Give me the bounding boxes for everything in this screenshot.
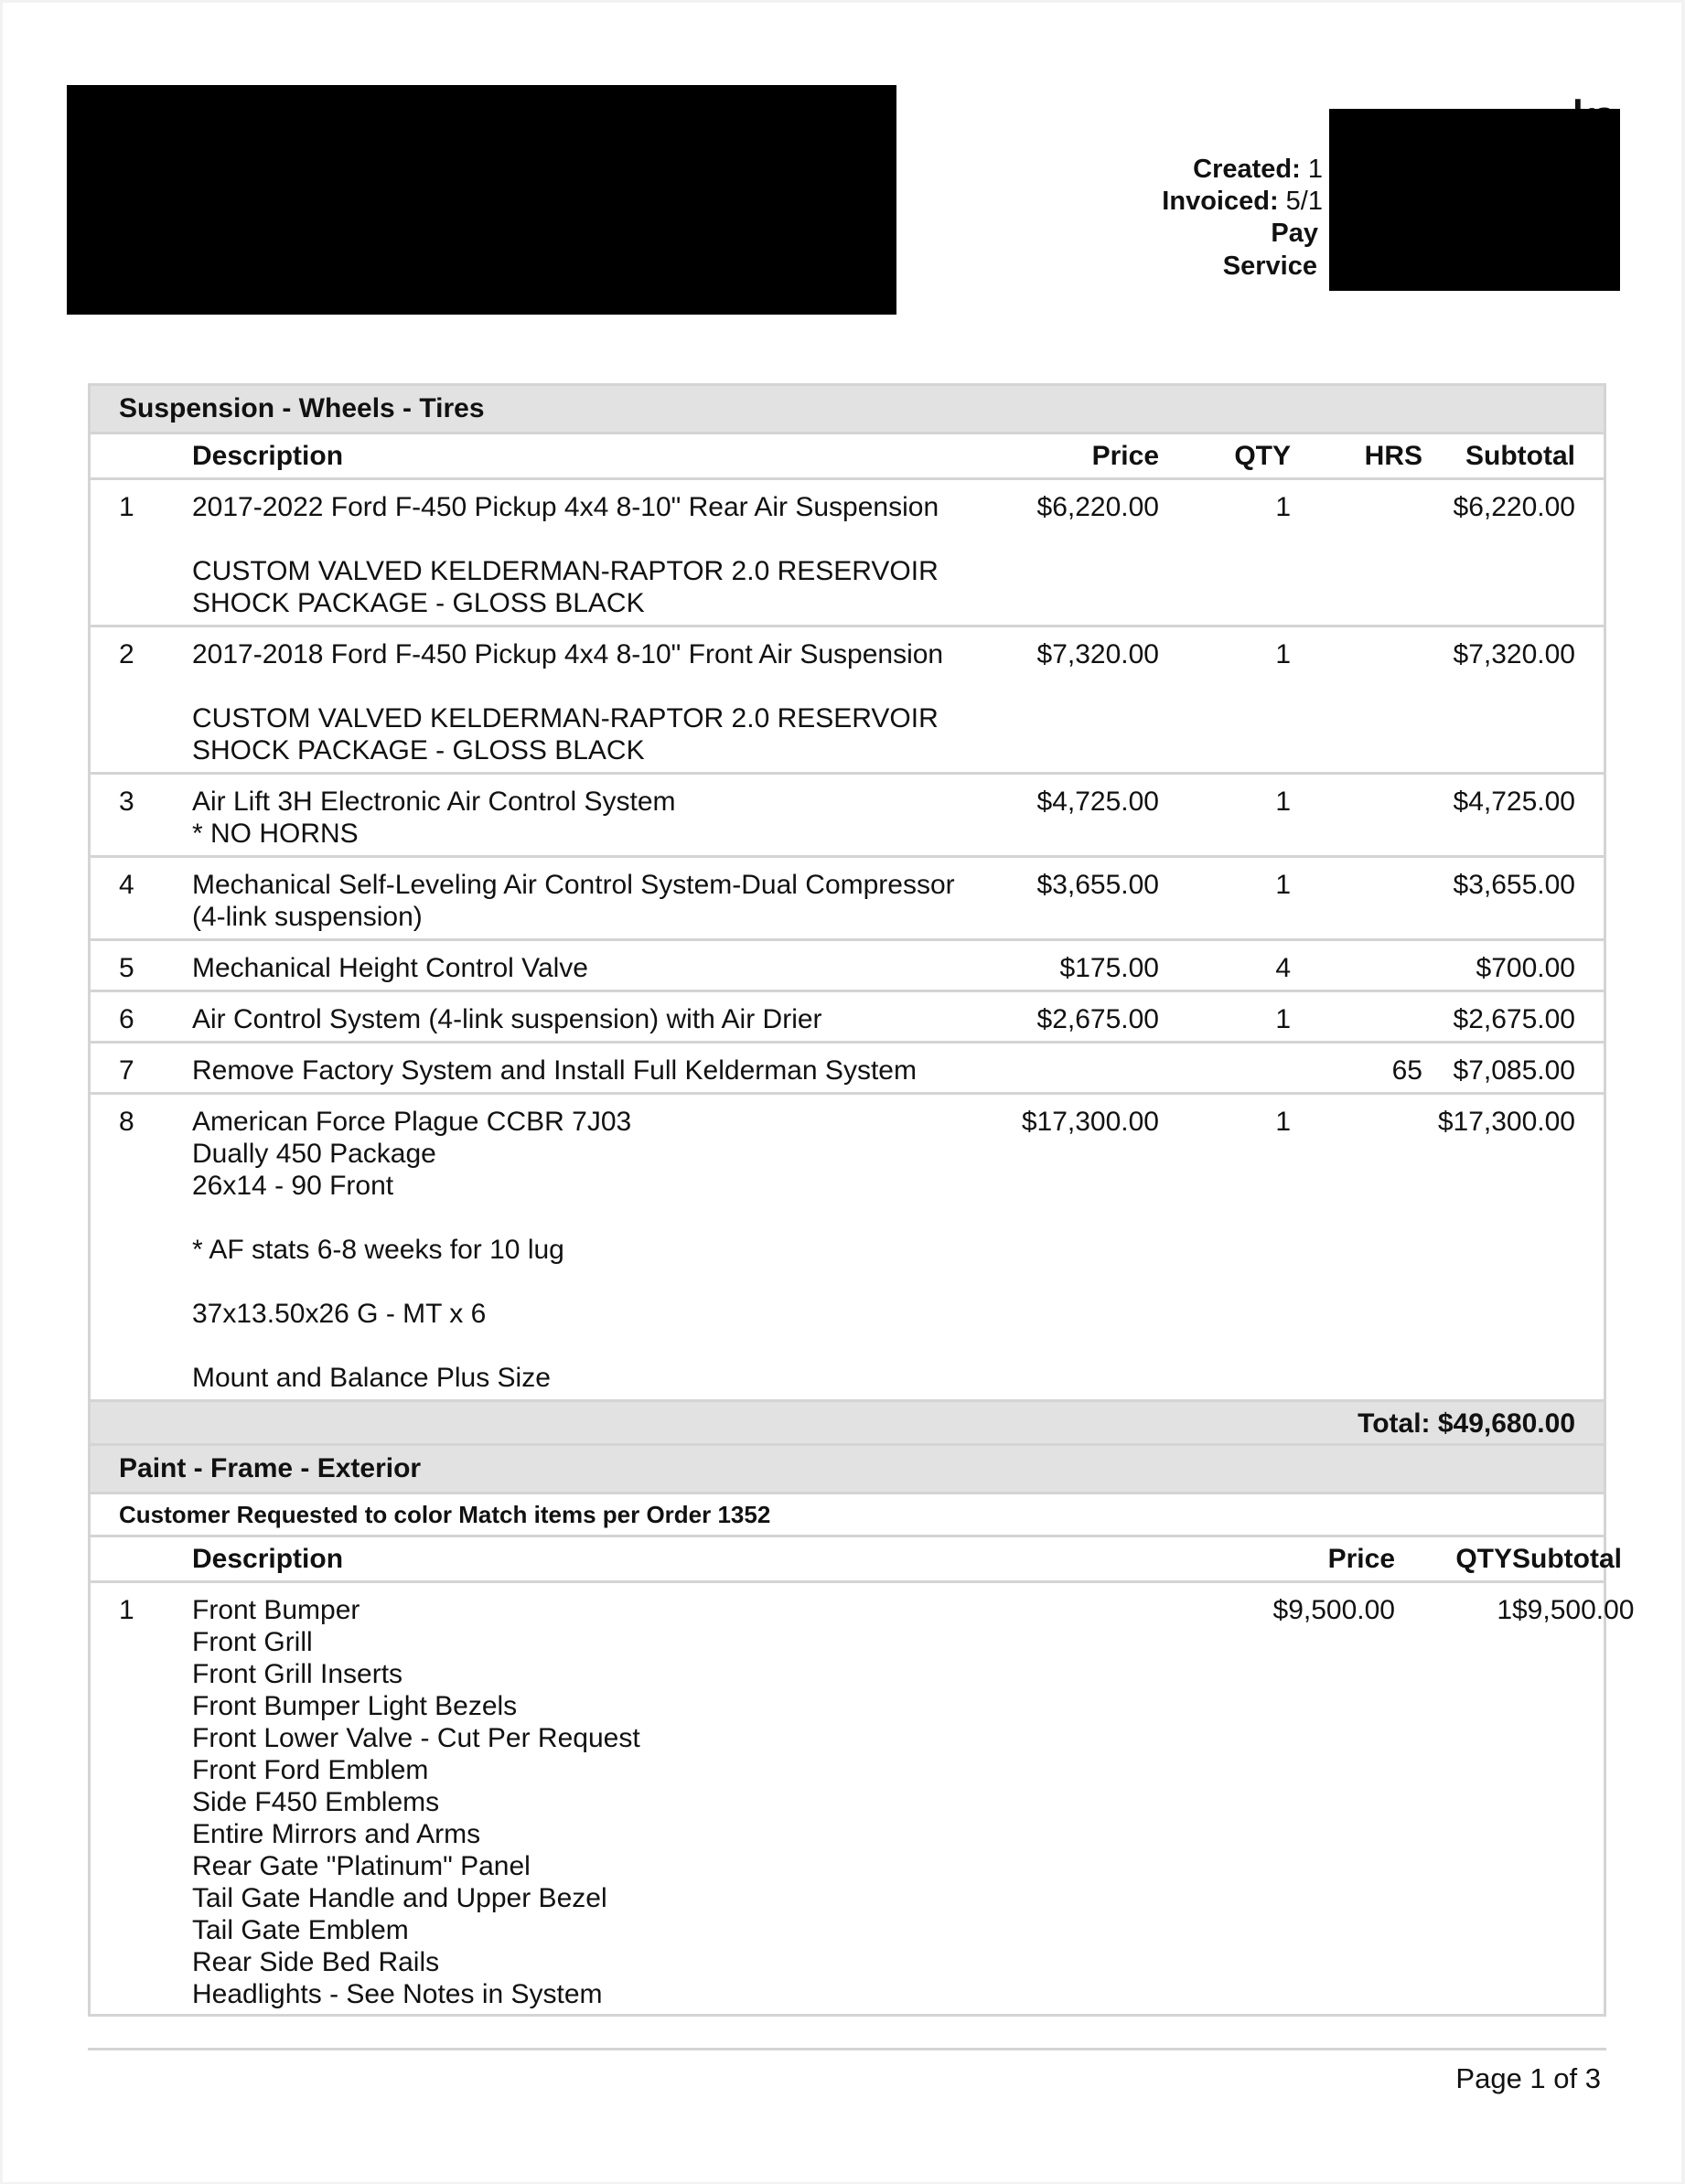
line-description: Mechanical Height Control Valve [192,940,989,991]
col-description: Description [192,1537,1121,1582]
redacted-company-block [67,85,896,315]
col-number [91,1537,192,1582]
line-subtotal: $6,220.00 [1422,479,1604,626]
line-items-table [91,434,1604,1399]
line-number: 7 [91,1043,192,1094]
line-description: 2017-2018 Ford F-450 Pickup 4x4 8-10" Front Air Suspension CUSTOM VALVED KELDERMAN-RAPTOR 2.0 RESERVOIR SHOCK PACKAGE - GLOSS BLACK [192,626,989,774]
line-subtotal: $4,725.00 [1422,774,1604,857]
payment-line: Pay [1271,219,1318,248]
line-price: $17,300.00 [1021,1107,1159,1137]
line-subtotal: $9,500.00 [1512,1595,1635,1625]
line-price: $7,320.00 [989,626,1159,774]
line-qty: 1 [1275,1107,1291,1137]
invoiced-line: Invoiced: 5/1 [1162,187,1323,216]
table-row [91,940,1604,991]
section-paint-frame-exterior [88,1443,1635,2017]
line-qty: 1 [1159,626,1291,774]
line-subtotal: $7,320.00 [1422,626,1604,774]
line-number: 1 [119,1595,134,1625]
line-hrs [1291,774,1422,857]
table-row [91,1582,1604,2015]
col-subtotal: Subtotal [1422,434,1604,479]
service-line: Service [1222,252,1317,281]
line-subtotal: $700.00 [1422,940,1604,991]
section-title: Suspension - Wheels - Tires [91,386,1604,434]
line-number: 8 [119,1107,134,1137]
line-description: Front Bumper Front Grill Front Grill Inserts Front Bumper Light Bezels Front Lower Valve - Cut Per Request Front Ford Emblem Side F450 Emblems Entire Mirrors and Arms Rear Gate "Platinum" Panel Tail Gate Handle and Upper Bezel Tail Gate Emblem Rear Side Bed Rails Headlights - See Notes in System [192,1595,640,2009]
line-price: $4,725.00 [989,774,1159,857]
line-number: 2 [91,626,192,774]
line-subtotal: $2,675.00 [1422,991,1604,1043]
line-qty: 1 [1159,991,1291,1043]
col-price: Price [989,434,1159,479]
col-qty: QTY [1159,434,1291,479]
line-number: 4 [91,857,192,940]
table-row [91,626,1604,774]
line-price: $2,675.00 [989,991,1159,1043]
line-subtotal: $7,085.00 [1422,1043,1604,1094]
line-description: Air Control System (4-link suspension) with Air Drier [192,991,989,1043]
line-hrs [1291,1094,1422,1400]
table-row [91,1094,1604,1400]
line-qty [1159,1043,1291,1094]
line-hrs [1291,626,1422,774]
line-number: 1 [91,479,192,626]
table-row [91,479,1604,626]
line-number: 5 [91,940,192,991]
line-description: American Force Plague CCBR 7J03 Dually 450 Package 26x14 - 90 Front * AF stats 6-8 weeks for 10 lug 37x13.50x26 G - MT x 6 Mount and Balance Plus Size [192,1107,632,1393]
line-hrs [1291,991,1422,1043]
line-description: Mechanical Self-Leveling Air Control System-Dual Compressor (4-link suspension) [192,857,989,940]
table-row [91,774,1604,857]
table-row [91,991,1604,1043]
line-number: 3 [91,774,192,857]
col-number [91,434,192,479]
line-qty: 1 [1159,857,1291,940]
col-hrs: HRS [1291,434,1422,479]
line-hrs [1291,940,1422,991]
page-number: Page 1 of 3 [1455,2062,1601,2094]
line-price: $3,655.00 [989,857,1159,940]
invoice-page [3,3,1681,2182]
table-row [91,857,1604,940]
redacted-invoice-details [1329,109,1620,291]
line-qty: 4 [1159,940,1291,991]
line-number: 6 [91,991,192,1043]
col-qty: QTY [1395,1537,1512,1582]
section-total: Total: $49,680.00 [91,1399,1604,1446]
line-description: 2017-2022 Ford F-450 Pickup 4x4 8-10" Rear Air Suspension CUSTOM VALVED KELDERMAN-RAPTOR 2.0 RESERVOIR SHOCK PACKAGE - GLOSS BLACK [192,479,989,626]
section-suspension-wheels-tires [88,383,1606,1449]
line-subtotal: $3,655.00 [1422,857,1604,940]
col-subtotal: Subtotal [1512,1537,1604,1582]
col-price: Price [1121,1537,1395,1582]
line-items-table [91,1537,1635,2014]
line-price [989,1043,1159,1094]
line-description: Remove Factory System and Install Full Kelderman System [192,1043,989,1094]
line-hrs [1291,857,1422,940]
col-description: Description [192,434,989,479]
created-line: Created: 1 [1193,155,1323,184]
line-description: Air Lift 3H Electronic Air Control System * NO HORNS [192,774,989,857]
line-hrs: 65 [1291,1043,1422,1094]
line-qty: 1 [1159,774,1291,857]
table-row [91,1043,1604,1094]
line-price: $6,220.00 [989,479,1159,626]
section-note: Customer Requested to color Match items per Order 1352 [91,1494,1604,1537]
line-price: $175.00 [989,940,1159,991]
line-price: $9,500.00 [1272,1595,1395,1625]
section-title: Paint - Frame - Exterior [91,1446,1604,1494]
line-qty: 1 [1159,479,1291,626]
line-subtotal: $17,300.00 [1437,1107,1575,1137]
line-qty: 1 [1497,1595,1512,1625]
footer-divider [88,2048,1606,2050]
line-hrs [1291,479,1422,626]
